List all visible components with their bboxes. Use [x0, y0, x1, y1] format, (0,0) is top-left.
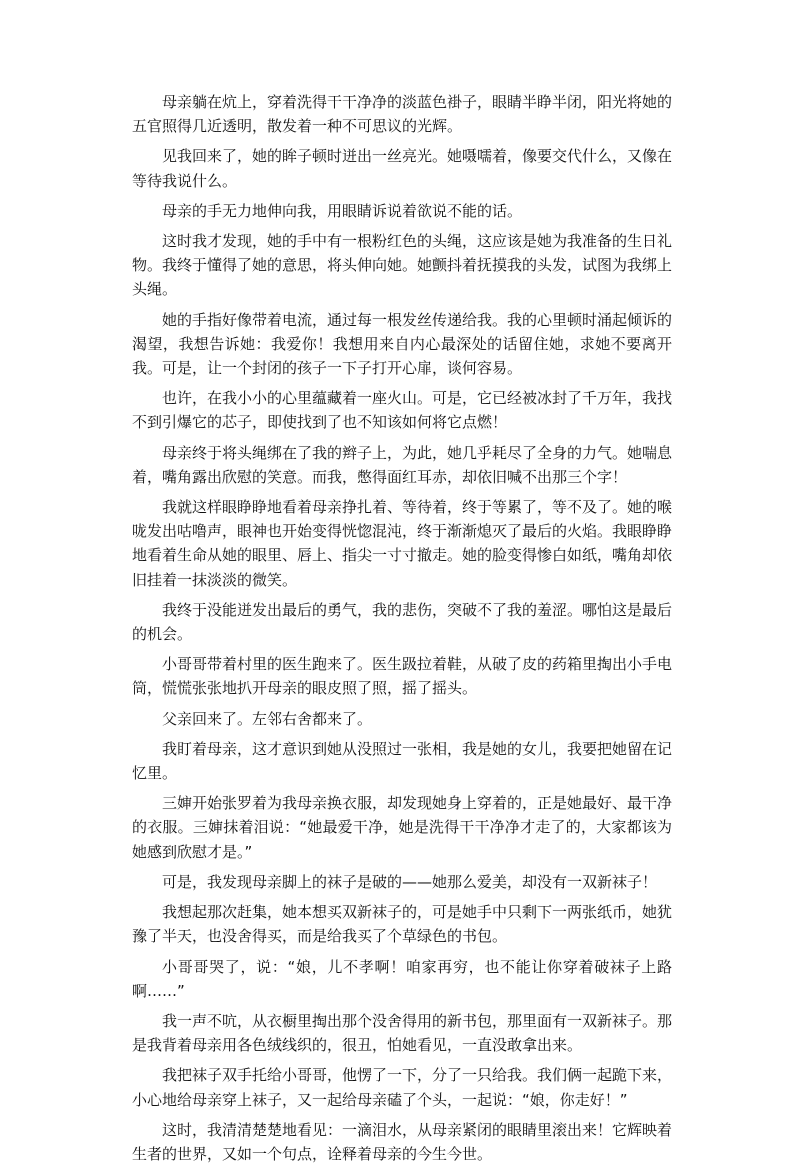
paragraph-14: 可是，我发现母亲脚上的袜子是破的——她那么爱美，却没有一双新袜子！ [162, 872, 658, 891]
paragraph-1: 母亲躺在炕上，穿着洗得干干净净的淡蓝色褂子，眼睛半睁半闭，阳光将她的五官照得几近透明，散发着一种不可思议的光辉。 [132, 93, 673, 136]
paragraph-7: 母亲终于将头绳绑在了我的辫子上，为此，她几乎耗尽了全身的力气。她喘息着，嘴角露出欣慰的笑意。而我，憋得面红耳赤，却依旧喊不出那三个字！ [132, 443, 673, 486]
paragraph-18: 我把袜子双手托给小哥哥，他愣了一下，分了一只给我。我们俩一起跪下来，小心地给母亲穿上袜子，又一起给母亲磕了个头，一起说：“娘，你走好！” [132, 1066, 673, 1109]
paragraph-8: 我就这样眼睁睁地看着母亲挣扎着、等待着，终于等累了，等不及了。她的喉咙发出咕噜声，眼神也开始变得恍惚混沌，终于渐渐熄灭了最后的火焰。我眼睁睁地看着生命从她的眼里、唇上、指尖一寸寸撤走。她的脸变得惨白如纸，嘴角却依旧挂着一抹淡淡的微笑。 [132, 498, 673, 589]
paragraph-6: 也许，在我小小的心里蕴藏着一座火山。可是，它已经被冰封了千万年，我找不到引爆它的芯子，即使找到了也不知该如何将它点燃！ [132, 389, 673, 432]
paragraph-13: 三婶开始张罗着为我母亲换衣服，却发现她身上穿着的，正是她最好、最干净的衣服。三婶抹着泪说：“她最爱干净，她是洗得干干净净才走了的，大家都该为她感到欣慰才是。” [132, 794, 673, 861]
paragraph-4: 这时我才发现，她的手中有一根粉红色的头绳，这应该是她为我准备的生日礼物。我终于懂得了她的意思，将头伸向她。她颤抖着抚摸我的头发，试图为我绑上头绳。 [132, 232, 673, 299]
paragraph-3: 母亲的手无力地伸向我，用眼睛诉说着欲说不能的话。 [162, 201, 523, 220]
paragraph-2: 见我回来了，她的眸子顿时迸出一丝亮光。她嗫嚅着，像要交代什么，又像在等待我说什么。 [132, 147, 673, 190]
document-body [132, 90, 672, 1172]
paragraph-12: 我盯着母亲，这才意识到她从没照过一张相，我是她的女儿，我要把她留在记忆里。 [132, 739, 673, 783]
paragraph-9: 我终于没能迸发出最后的勇气，我的悲伤，突破不了我的羞涩。哪怕这是最后的机会。 [132, 600, 673, 644]
paragraph-17: 我一声不吭，从衣橱里掏出那个没舍得用的新书包，那里面有一双新袜子。那是我背着母亲用各色绒线织的，很丑，怕她看见，一直没敢拿出来。 [132, 1011, 673, 1055]
paragraph-10: 小哥哥带着村里的医生跑来了。医生趿拉着鞋，从破了皮的药箱里掏出小手电筒，慌慌张张地扒开母亲的眼皮照了照，摇了摇头。 [132, 655, 673, 698]
paragraph-19: 这时，我清清楚楚地看见：一滴泪水，从母亲紧闭的眼睛里滚出来！它辉映着生者的世界，又如一个句点，诠释着母亲的今生今世。 [132, 1120, 673, 1163]
paragraph-16: 小哥哥哭了，说：“娘，儿不孝啊！咱家再穷，也不能让你穿着破袜子上路啊……” [132, 957, 672, 1000]
paragraph-11: 父亲回来了。左邻右舍都来了。 [162, 709, 373, 728]
paragraph-5: 她的手指好像带着电流，通过每一根发丝传递给我。我的心里顿时涌起倾诉的渴望，我想告诉她：我爱你！我想用来自内心最深处的话留住她，求她不要离开我。可是，让一个封闭的孩子一下子打开心扉，谈何容易。 [132, 310, 673, 378]
paragraph-15: 我想起那次赶集，她本想买双新袜子的，可是她手中只剩下一两张纸币，她犹豫了半天，也没舍得买，而是给我买了个草绿色的书包。 [132, 903, 673, 946]
